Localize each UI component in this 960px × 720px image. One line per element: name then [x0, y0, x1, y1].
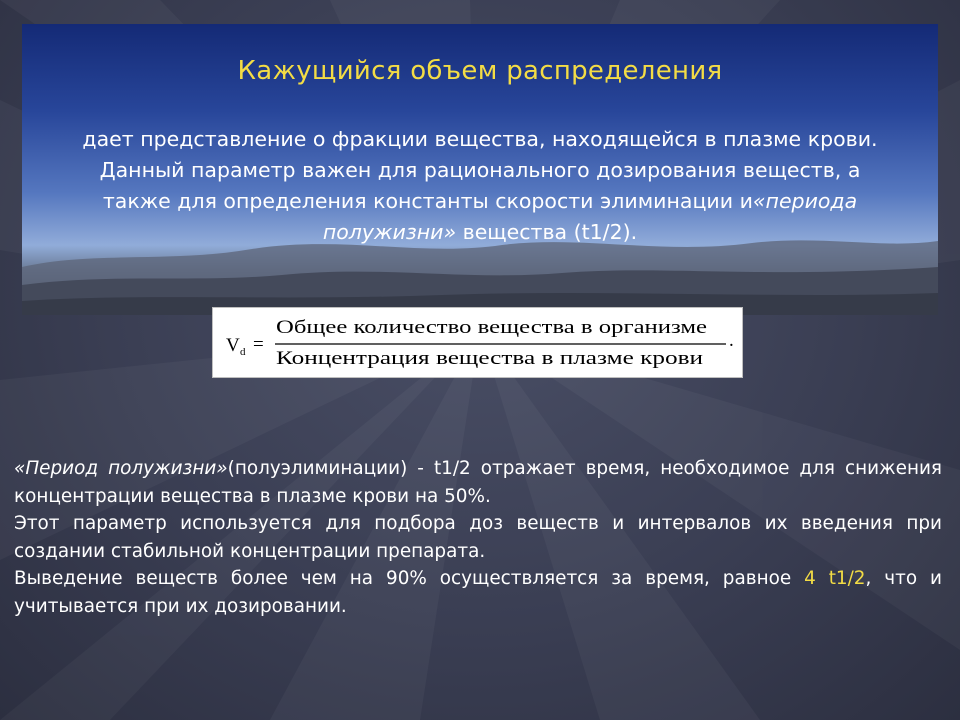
- formula-symbol: V: [226, 335, 240, 356]
- title-banner: [22, 24, 938, 315]
- elimination-start: Выведение веществ более чем на 90% осуществляется за время, равное: [14, 568, 805, 590]
- formula-equation: [213, 308, 744, 379]
- intro-line-3: также для определения константы скорости элиминации и: [102, 189, 753, 213]
- slide-title: Кажущийся объем распределения: [237, 56, 723, 86]
- elimination-highlight: 4 t1/2: [804, 568, 866, 590]
- intro-line-2: Данный параметр важен для рационального дозирования веществ, а: [99, 158, 861, 182]
- formula-box: [212, 307, 743, 378]
- half-life-term: «Период полужизни»: [14, 458, 228, 479]
- intro-period-term-end: полужизни»: [322, 220, 457, 244]
- body-text: [14, 455, 942, 621]
- paragraph-usage: Этот параметр используется для подбора доз веществ и интервалов их введения при создании стабильной концентрации препарата.: [14, 513, 942, 562]
- intro-line-1: дает представление о фракции вещества, находящейся в плазме крови.: [82, 127, 878, 151]
- elimination-end: , что и учитывается при их дозировании.: [14, 568, 942, 617]
- formula-denominator: Концентрация вещества в плазме крови: [276, 348, 703, 369]
- formula-numerator: Общее количество вещества в организме: [276, 317, 707, 338]
- paragraph-elimination: [14, 565, 942, 620]
- intro-text: [22, 124, 938, 248]
- formula-subscript: d: [240, 346, 246, 358]
- half-life-definition: (полуэлиминации) - t1/2 отражает время, необходимое для снижения концентрации вещества в плазме крови на 50%.: [14, 458, 942, 507]
- intro-period-term-start: «периода: [752, 189, 858, 213]
- paragraph-half-life: [14, 455, 942, 510]
- formula-period: .: [729, 330, 734, 351]
- formula-equals: =: [253, 334, 264, 355]
- intro-line-4: вещества (t1/2).: [456, 220, 638, 244]
